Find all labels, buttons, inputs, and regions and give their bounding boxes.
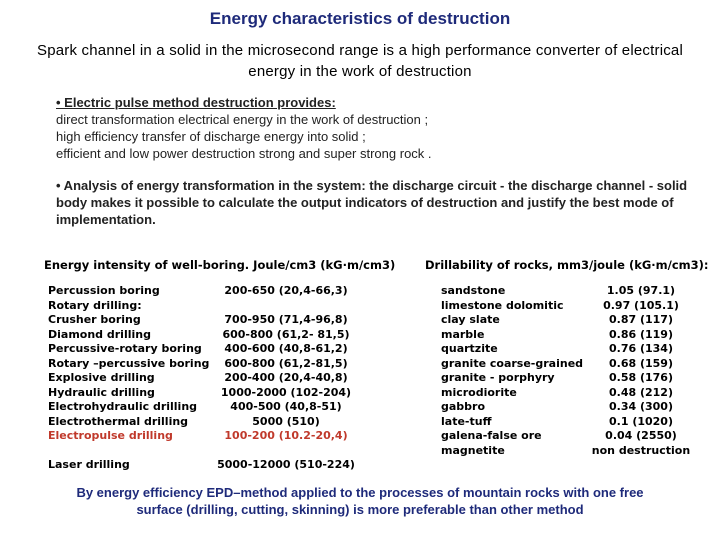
provides-line: efficient and low power destruction strong and super strong rock .	[56, 146, 432, 161]
rock-name: microdiorite	[441, 385, 517, 399]
energy-method-name: Crusher boring	[48, 313, 141, 326]
drillability-value: non destruction	[591, 443, 691, 457]
provides-line: direct transformation electrical energy in the work of destruction ;	[56, 112, 429, 127]
energy-method-name: Percussive-rotary boring	[48, 342, 202, 355]
energy-spacer	[196, 444, 376, 459]
energy-value: 700-950 (71,4-96,8)	[224, 313, 348, 326]
drillability-table-names	[441, 284, 591, 458]
drillability-table-values	[586, 284, 696, 458]
energy-value: 600-800 (61,2-81,5)	[224, 356, 348, 370]
slide-title: Energy characteristics of destruction	[209, 9, 511, 28]
energy-method-name: Diamond drilling	[48, 327, 151, 341]
energy-value: 200-400 (20,4-40,8)	[224, 371, 348, 384]
provides-section	[56, 94, 696, 162]
provides-heading: • Electric pulse method destruction provides:	[56, 95, 336, 110]
energy-method-name: Electrohydraulic drilling	[48, 400, 198, 413]
rock-name: granite coarse-grained	[441, 356, 584, 370]
drillability-value: 0.76 (134)	[609, 342, 673, 355]
energy-value: 600-800 (61,2- 81,5)	[222, 327, 350, 341]
energy-method-name: Electrothermal drilling	[48, 414, 189, 428]
rock-name: sandstone	[441, 284, 506, 297]
drillability-value: 0.68 (159)	[609, 356, 673, 370]
energy-method-name-highlight: Electropulse drilling	[48, 429, 173, 442]
rock-name: late-tuff	[441, 414, 492, 428]
drillability-value: 0.34 (300)	[609, 400, 673, 413]
drillability-value: 0.97 (105.1)	[603, 298, 679, 312]
drillability-value: 0.1 (1020)	[609, 414, 673, 428]
energy-value: 200-650 (20,4-66,3)	[224, 284, 348, 297]
energy-value: 400-600 (40,8-61,2)	[224, 342, 348, 355]
energy-method-name: Rotary –percussive boring	[48, 356, 210, 370]
drillability-value: 0.04 (2550)	[605, 429, 677, 442]
drillability-value: 0.58 (176)	[609, 371, 673, 384]
energy-method-name: Explosive drilling	[48, 371, 155, 384]
energy-value: 5000-12000 (510-224)	[217, 458, 355, 471]
energy-method-name: Laser drilling	[48, 458, 130, 471]
rock-name: clay slate	[441, 313, 500, 326]
rock-name: marble	[441, 327, 485, 341]
energy-value: 5000 (510)	[252, 414, 320, 428]
energy-value: 400-500 (40,8-51)	[230, 400, 342, 413]
energy-method-name: Hydraulic drilling	[48, 385, 155, 399]
drillability-value: 1.05 (97.1)	[606, 284, 676, 297]
drillability-value: 0.87 (117)	[609, 313, 673, 326]
energy-value-highlight: 100-200 (10.2-20,4)	[224, 429, 348, 442]
slide-subtitle: Spark channel in a solid in the microsecond range is a high performance converter of electrical energy in the work of destruction	[37, 42, 683, 80]
rock-name: galena-false ore	[441, 429, 542, 442]
drillability-value: 0.48 (212)	[609, 385, 673, 399]
energy-table-heading: Energy intensity of well-boring. Joule/cm3 (kG·m/cm3)	[44, 258, 396, 272]
drillability-value: 0.86 (119)	[609, 327, 673, 341]
rock-name: quartzite	[441, 342, 498, 355]
energy-table-values	[196, 284, 376, 473]
rock-name: magnetite	[441, 443, 505, 457]
conclusion-text: By energy efficiency EPD–method applied to the processes of mountain rocks with one free surface (drilling, cutting, skinning) is more preferable than other method	[76, 485, 644, 517]
rock-name: gabbro	[441, 400, 486, 413]
energy-method-name: Rotary drilling:	[48, 298, 142, 312]
energy-value	[196, 299, 376, 314]
rock-name: granite - porphyry	[441, 371, 555, 384]
rock-name: limestone dolomitic	[441, 298, 564, 312]
energy-value: 1000-2000 (102-204)	[220, 385, 352, 399]
analysis-paragraph: • Analysis of energy transformation in the system: the discharge circuit - the discharge channel - solid body makes it possible to calculate the output indicators of destruction and justify the best mode of implementation.	[56, 178, 688, 227]
drillability-table-heading: Drillability of rocks, mm3/joule (kG·m/cm3):	[425, 258, 709, 272]
energy-method-name: Percussion boring	[48, 284, 160, 297]
provides-line: high efficiency transfer of discharge energy into solid ;	[56, 129, 366, 144]
